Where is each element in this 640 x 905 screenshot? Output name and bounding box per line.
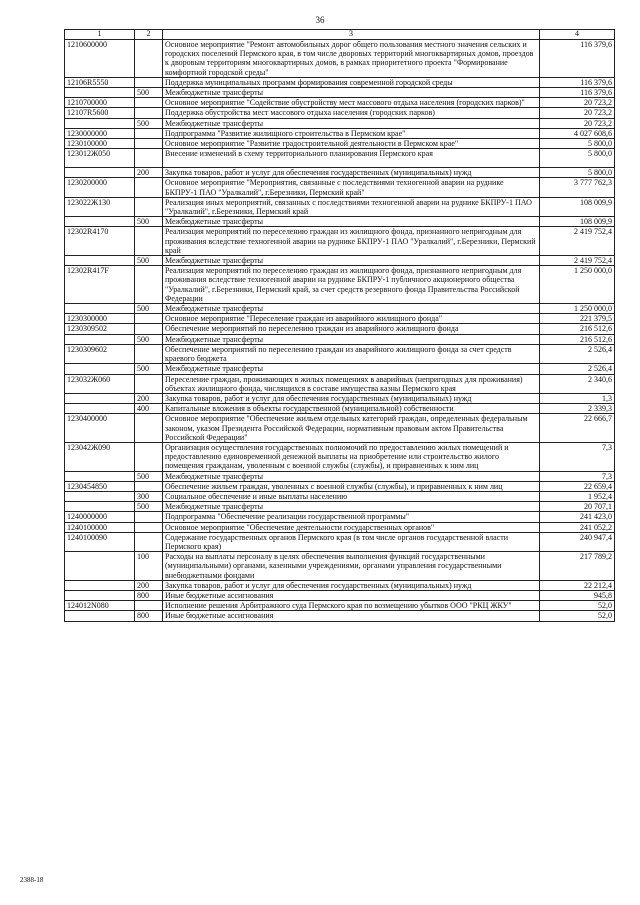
table-row — [65, 178, 615, 197]
target-code — [65, 304, 135, 314]
item-name: Переселение граждан, проживающих в жилых помещениях в аварийных (непригодных для проживания) объектах жилищного фонда, числящихся в составе имущества казны Пермского края — [163, 374, 540, 393]
target-code: 12106R5550 — [65, 77, 135, 87]
table-row — [65, 532, 615, 551]
budget-table — [64, 29, 615, 622]
expense-type-code — [135, 522, 163, 532]
target-code — [65, 393, 135, 403]
target-code — [65, 404, 135, 414]
expense-type-code — [135, 374, 163, 393]
expense-type-code: 500 — [135, 334, 163, 344]
expense-type-code: 500 — [135, 88, 163, 98]
expense-type-code: 500 — [135, 304, 163, 314]
target-code: 1210700000 — [65, 98, 135, 108]
target-code — [65, 502, 135, 512]
amount-value: 216 512,6 — [540, 334, 615, 344]
target-code: 12107R5600 — [65, 108, 135, 118]
table-row — [65, 522, 615, 532]
table-row — [65, 491, 615, 501]
target-code: 1230400000 — [65, 414, 135, 443]
expense-type-code — [135, 442, 163, 471]
expense-type-code — [135, 532, 163, 551]
table-row — [65, 108, 615, 118]
item-name: Расходы на выплаты персоналу в целях обеспечения выполнения функций государственными (муниципальными) органами, казенными учреждениями, органами управления государственными внебюджетными фондами — [163, 552, 540, 581]
target-code: 123032Ж060 — [65, 374, 135, 393]
table-row — [65, 601, 615, 611]
amount-value: 241 423,0 — [540, 512, 615, 522]
item-name: Основное мероприятие "Ремонт автомобильных дорог общего пользования местного значения сельских и городских поселений Пермского края, в том числе дворовых территорий многоквартирных домов, проездов к дворовым территориям многоквартирных домов, в рамках приоритетного проекта "Формирование комфортной городской среды" — [163, 40, 540, 78]
item-name: Обеспечение жильем граждан, уволенных с военной службы (службы), и приравненных к ним лиц — [163, 481, 540, 491]
expense-type-code — [135, 414, 163, 443]
item-name: Иные бюджетные ассигнования — [163, 611, 540, 621]
item-name: Основное мероприятие "Переселение граждан из аварийного жилищного фонда" — [163, 314, 540, 324]
column-header: 4 — [540, 30, 615, 40]
column-header: 3 — [163, 30, 540, 40]
expense-type-code — [135, 344, 163, 363]
table-row — [65, 324, 615, 334]
item-name: Закупка товаров, работ и услуг для обеспечения государственных (муниципальных) нужд — [163, 393, 540, 403]
target-code: 1240100090 — [65, 532, 135, 551]
amount-value: 22 659,4 — [540, 481, 615, 491]
item-name: Поддержка муниципальных программ формирования современной городской среды — [163, 77, 540, 87]
expense-type-code — [135, 324, 163, 334]
target-code — [65, 217, 135, 227]
expense-type-code — [135, 139, 163, 149]
amount-value: 22 666,7 — [540, 414, 615, 443]
target-code — [65, 580, 135, 590]
expense-type-code: 500 — [135, 502, 163, 512]
amount-value: 116 379,6 — [540, 88, 615, 98]
expense-type-code — [135, 197, 163, 216]
table-row — [65, 217, 615, 227]
target-code: 1210600000 — [65, 40, 135, 78]
amount-value: 216 512,6 — [540, 324, 615, 334]
target-code: 12302R4170 — [65, 227, 135, 256]
amount-value: 3 777 762,3 — [540, 178, 615, 197]
item-name: Содержание государственных органов Пермского края (в том числе органов государственной власти Пермского края) — [163, 532, 540, 551]
target-code — [65, 88, 135, 98]
table-row — [65, 98, 615, 108]
amount-value: 20 723,2 — [540, 108, 615, 118]
target-code: 1230309602 — [65, 344, 135, 363]
column-header: 2 — [135, 30, 163, 40]
target-code: 123022Ж130 — [65, 197, 135, 216]
expense-type-code — [135, 227, 163, 256]
amount-value: 116 379,6 — [540, 77, 615, 87]
amount-value: 240 947,4 — [540, 532, 615, 551]
target-code: 1230100000 — [65, 139, 135, 149]
table-row — [65, 502, 615, 512]
amount-value: 108 009,9 — [540, 197, 615, 216]
expense-type-code — [135, 40, 163, 78]
amount-value: 1 250 000,0 — [540, 266, 615, 304]
amount-value: 4 027 608,6 — [540, 128, 615, 138]
expense-type-code — [135, 98, 163, 108]
amount-value: 1 250 000,0 — [540, 304, 615, 314]
target-code — [65, 471, 135, 481]
table-row — [65, 414, 615, 443]
table-row — [65, 442, 615, 471]
amount-value: 7,3 — [540, 471, 615, 481]
item-name: Обеспечение мероприятий по переселению граждан из аварийного жилищного фонда — [163, 324, 540, 334]
table-row — [65, 471, 615, 481]
item-name: Реализация иных мероприятий, связанных с последствиями техногенной аварии на руднике БКПРУ-1 ПАО "Уралкалий", г.Березники, Пермский край — [163, 197, 540, 216]
item-name: Межбюджетные трансферты — [163, 256, 540, 266]
table-row — [65, 77, 615, 87]
target-code: 124012N080 — [65, 601, 135, 611]
amount-value: 1 952,4 — [540, 491, 615, 501]
table-row — [65, 256, 615, 266]
expense-type-code: 500 — [135, 256, 163, 266]
expense-type-code — [135, 128, 163, 138]
item-name: Иные бюджетные ассигнования — [163, 590, 540, 600]
expense-type-code — [135, 601, 163, 611]
expense-type-code — [135, 149, 163, 168]
table-row — [65, 512, 615, 522]
target-code: 1230200000 — [65, 178, 135, 197]
table-row — [65, 393, 615, 403]
table-row — [65, 344, 615, 363]
item-name: Реализация мероприятий по переселению граждан из жилищного фонда, признанного непригодным для проживания вследствие техногенной аварии на руднике БКПРУ-1 публичного акционерного общества "Уралкалий", г.Березники, Пермский край, за счет средств резервного фонда Правительства Российской Федерации — [163, 266, 540, 304]
target-code — [65, 118, 135, 128]
item-name: Внесение изменений в схему территориального планирования Пермского края — [163, 149, 540, 168]
item-name: Межбюджетные трансферты — [163, 217, 540, 227]
amount-value: 2 419 752,4 — [540, 256, 615, 266]
target-code — [65, 256, 135, 266]
amount-value: 108 009,9 — [540, 217, 615, 227]
amount-value: 2 339,3 — [540, 404, 615, 414]
target-code — [65, 334, 135, 344]
table-row — [65, 118, 615, 128]
amount-value: 2 340,6 — [540, 374, 615, 393]
item-name: Основное мероприятие "Обеспечение деятельности государственных органов" — [163, 522, 540, 532]
table-row — [65, 580, 615, 590]
expense-type-code — [135, 77, 163, 87]
expense-type-code: 500 — [135, 471, 163, 481]
table-row — [65, 197, 615, 216]
table-row — [65, 552, 615, 581]
page-number: 36 — [315, 15, 325, 25]
item-name: Капитальные вложения в объекты государственной (муниципальной) собственности — [163, 404, 540, 414]
column-header: 1 — [65, 30, 135, 40]
target-code — [65, 491, 135, 501]
expense-type-code — [135, 108, 163, 118]
table-row — [65, 364, 615, 374]
amount-value: 20 723,2 — [540, 98, 615, 108]
expense-type-code — [135, 178, 163, 197]
item-name: Межбюджетные трансферты — [163, 304, 540, 314]
target-code: 123042Ж090 — [65, 442, 135, 471]
item-name: Межбюджетные трансферты — [163, 88, 540, 98]
amount-value: 5 800,0 — [540, 149, 615, 168]
item-name: Закупка товаров, работ и услуг для обеспечения государственных (муниципальных) нужд — [163, 168, 540, 178]
table-row — [65, 334, 615, 344]
item-name: Основное мероприятие "Обеспечение жильем отдельных категорий граждан, определенных федеральным законом, указом Президента Российской Федерации, нормативным правовым актом Правительства Российской Федерации" — [163, 414, 540, 443]
table-row — [65, 139, 615, 149]
item-name: Исполнение решения Арбитражного суда Пермского края по возмещению убытков ООО "РКЦ ЖКУ" — [163, 601, 540, 611]
expense-type-code: 800 — [135, 611, 163, 621]
document-code: 2388-18 — [20, 876, 44, 884]
item-name: Межбюджетные трансферты — [163, 364, 540, 374]
expense-type-code: 400 — [135, 404, 163, 414]
target-code: 1230454850 — [65, 481, 135, 491]
target-code: 123012Ж050 — [65, 149, 135, 168]
table-row — [65, 590, 615, 600]
table-row — [65, 128, 615, 138]
item-name: Реализация мероприятий по переселению граждан из жилищного фонда, признанного непригодным для проживания вследствие техногенной аварии на руднике БКПРУ-1 ПАО "Уралкалий", г.Березники, Пермский край — [163, 227, 540, 256]
target-code: 12302R417F — [65, 266, 135, 304]
amount-value: 945,8 — [540, 590, 615, 600]
expense-type-code: 800 — [135, 590, 163, 600]
expense-type-code: 100 — [135, 552, 163, 581]
expense-type-code: 200 — [135, 580, 163, 590]
amount-value: 52,0 — [540, 601, 615, 611]
target-code: 1230000000 — [65, 128, 135, 138]
table-row — [65, 227, 615, 256]
expense-type-code: 200 — [135, 168, 163, 178]
expense-type-code: 200 — [135, 393, 163, 403]
target-code: 1230309502 — [65, 324, 135, 334]
table-row — [65, 611, 615, 621]
expense-type-code: 500 — [135, 217, 163, 227]
amount-value: 2 526,4 — [540, 364, 615, 374]
item-name: Подпрограмма "Обеспечение реализации государственной программы" — [163, 512, 540, 522]
item-name: Основное мероприятие "Содействие обустройству мест массового отдыха населения (городских парков)" — [163, 98, 540, 108]
item-name: Организация осуществления государственных полномочий по предоставлению жилых помещений и предоставлению единовременной денежной выплаты на приобретение или строительство жилого помещения гражданам, уволенным с военной службы (службы), и приравненных к ним лиц — [163, 442, 540, 471]
amount-value: 217 789,2 — [540, 552, 615, 581]
amount-value: 5 800,0 — [540, 168, 615, 178]
amount-value: 1,3 — [540, 393, 615, 403]
amount-value: 20 723,2 — [540, 118, 615, 128]
item-name: Межбюджетные трансферты — [163, 471, 540, 481]
target-code — [65, 552, 135, 581]
target-code — [65, 611, 135, 621]
expense-type-code — [135, 314, 163, 324]
table-header-row — [65, 30, 615, 40]
table-row — [65, 304, 615, 314]
item-name: Межбюджетные трансферты — [163, 502, 540, 512]
table-row — [65, 149, 615, 168]
item-name: Закупка товаров, работ и услуг для обеспечения государственных (муниципальных) нужд — [163, 580, 540, 590]
table-row — [65, 404, 615, 414]
item-name: Поддержка обустройства мест массового отдыха населения (городских парков) — [163, 108, 540, 118]
target-code: 1230300000 — [65, 314, 135, 324]
table-row — [65, 88, 615, 98]
amount-value: 2 526,4 — [540, 344, 615, 363]
amount-value: 5 800,0 — [540, 139, 615, 149]
amount-value: 221 379,5 — [540, 314, 615, 324]
amount-value: 2 419 752,4 — [540, 227, 615, 256]
item-name: Обеспечение мероприятий по переселению граждан из аварийного жилищного фонда за счет средств краевого бюджета — [163, 344, 540, 363]
expense-type-code — [135, 481, 163, 491]
table-row — [65, 314, 615, 324]
expense-type-code: 500 — [135, 118, 163, 128]
table-row — [65, 374, 615, 393]
target-code — [65, 364, 135, 374]
table-row — [65, 40, 615, 78]
item-name: Межбюджетные трансферты — [163, 334, 540, 344]
item-name: Подпрограмма "Развитие жилищного строительства в Пермском крае" — [163, 128, 540, 138]
expense-type-code: 300 — [135, 491, 163, 501]
target-code: 1240100000 — [65, 522, 135, 532]
amount-value: 7,3 — [540, 442, 615, 471]
table-row — [65, 266, 615, 304]
amount-value: 241 052,2 — [540, 522, 615, 532]
item-name: Социальное обеспечение и иные выплаты населению — [163, 491, 540, 501]
item-name: Основное мероприятие "Развитие градостроительной деятельности в Пермском крае" — [163, 139, 540, 149]
expense-type-code — [135, 512, 163, 522]
target-code — [65, 590, 135, 600]
target-code: 1240000000 — [65, 512, 135, 522]
table-row — [65, 481, 615, 491]
amount-value: 116 379,6 — [540, 40, 615, 78]
target-code — [65, 168, 135, 178]
expense-type-code — [135, 266, 163, 304]
item-name: Межбюджетные трансферты — [163, 118, 540, 128]
amount-value: 52,0 — [540, 611, 615, 621]
item-name: Основное мероприятие "Мероприятия, связанные с последствиями техногенной аварии на руднике БКПРУ-1 ПАО "Уралкалий", г.Березники, Пермский край" — [163, 178, 540, 197]
amount-value: 20 707,1 — [540, 502, 615, 512]
expense-type-code: 500 — [135, 364, 163, 374]
table-row — [65, 168, 615, 178]
amount-value: 22 212,4 — [540, 580, 615, 590]
